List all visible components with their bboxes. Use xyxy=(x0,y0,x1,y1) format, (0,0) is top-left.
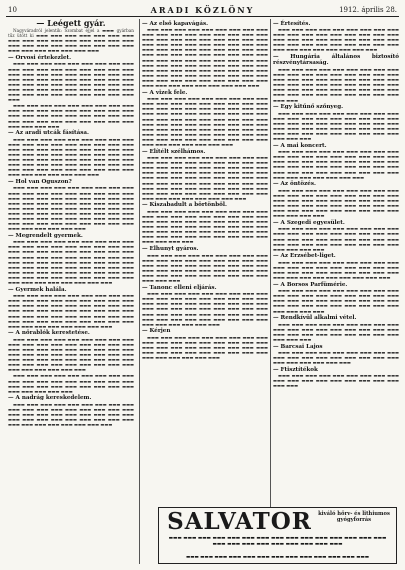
article-heading: — Leégett gyár. xyxy=(36,19,106,28)
article-paragraph: ▬▬▬ ▬▬▬ ▬▬▬ ▬▬▬ ▬▬▬ ▬▬▬ ▬▬▬ ▬▬▬ ▬▬▬ ▬▬▬ ▬▬▬ ▬▬▬ ▬▬▬ ▬▬▬ ▬▬▬ ▬▬▬ ▬▬▬ ▬▬▬ ▬▬▬ ▬▬▬ ▬▬▬ ▬▬▬ ▬▬▬ ▬▬▬ ▬▬▬ ▬▬▬ ▬▬▬ ▬▬▬ ▬▬▬ ▬▬▬ ▬▬▬ ▬▬▬ ▬▬▬ ▬▬▬ ▬▬▬ ▬▬▬ ▬▬▬ ▬▬▬ ▬▬▬ ▬▬▬ ▬▬▬ ▬▬▬ ▬▬▬ ▬▬▬ ▬▬▬ ▬▬▬ ▬▬▬ ▬▬▬ ▬▬▬ ▬▬▬ ▬▬▬ ▬▬▬ ▬▬▬ ▬▬▬ ▬▬▬ ▬▬▬ ▬▬▬ ▬▬▬ ▬▬▬ ▬▬▬ ▬▬▬ ▬▬▬ ▬▬▬ ▬▬▬ xyxy=(8,61,134,103)
newspaper-title: ARADI KÖZLÖNY xyxy=(150,5,255,15)
article-heading: — Tanonc elleni eljárás. xyxy=(142,284,217,291)
article-paragraph: ▬▬▬ ▬▬▬ ▬▬▬ ▬▬▬ ▬▬▬ ▬▬▬ ▬▬▬ ▬▬▬ ▬▬▬ ▬▬▬ ▬▬▬ ▬▬▬ ▬▬▬ ▬▬▬ ▬▬▬ ▬▬▬ ▬▬▬ ▬▬▬ ▬▬▬ ▬▬▬ ▬▬▬ ▬▬▬ ▬▬▬ ▬▬▬ ▬▬▬ ▬▬▬ ▬▬▬ ▬▬▬ ▬▬▬ ▬▬▬ ▬▬▬ ▬▬▬ ▬▬▬ ▬▬▬ ▬▬▬ ▬▬▬ ▬▬▬ ▬▬▬ ▬▬▬ ▬▬▬ ▬▬▬ ▬▬▬ ▬▬▬ ▬▬▬ ▬▬▬ ▬▬▬ ▬▬▬ ▬▬▬ ▬▬▬ ▬▬▬ ▬▬▬ ▬▬▬ xyxy=(273,149,399,180)
article-heading: — A nőrablók kerestetése. xyxy=(8,330,90,337)
ad-side-text: kiváló hőrv- és lithiumos gyógyforrás xyxy=(318,511,390,524)
article-heading: — Hol van Oguszon? xyxy=(8,178,72,185)
article-paragraph: ▬▬▬ ▬▬▬ ▬▬▬ ▬▬▬ ▬▬▬ ▬▬▬ ▬▬▬ ▬▬▬ ▬▬▬ ▬▬▬ ▬▬▬ ▬▬▬ ▬▬▬ ▬▬▬ ▬▬▬ ▬▬▬ ▬▬▬ ▬▬▬ ▬▬▬ ▬▬▬ ▬▬▬ ▬▬▬ ▬▬▬ ▬▬▬ ▬▬▬ ▬▬▬ ▬▬▬ ▬▬▬ ▬▬▬ ▬▬▬ ▬▬▬ ▬▬▬ ▬▬▬ ▬▬▬ ▬▬▬ ▬▬▬ ▬▬▬ ▬▬▬ ▬▬▬ ▬▬▬ ▬▬▬ ▬▬▬ ▬▬▬ ▬▬▬ ▬▬▬ ▬▬▬ ▬▬▬ ▬▬▬ ▬▬▬ ▬▬▬ ▬▬▬ ▬▬▬ ▬▬▬ ▬▬▬ ▬▬▬ ▬▬▬ ▬▬▬ ▬▬▬ ▬▬▬ ▬▬▬ xyxy=(142,291,268,327)
article-heading: — Az első kapavágás. xyxy=(142,20,209,27)
article-heading: — Gyermek halála. xyxy=(8,286,67,293)
article-paragraph: ▬▬▬ ▬▬▬ ▬▬▬ ▬▬▬ ▬▬▬ ▬▬▬ ▬▬▬ ▬▬▬ ▬▬▬ ▬▬▬ ▬▬▬ ▬▬▬ ▬▬▬ ▬▬▬ ▬▬▬ ▬▬▬ ▬▬▬ ▬▬▬ ▬▬▬ ▬▬▬ ▬▬▬ ▬▬▬ ▬▬▬ ▬▬▬ ▬▬▬ ▬▬▬ ▬▬▬ ▬▬▬ ▬▬▬ ▬▬▬ ▬▬▬ ▬▬▬ ▬▬▬ ▬▬▬ ▬▬▬ ▬▬▬ ▬▬▬ ▬▬▬ ▬▬▬ ▬▬▬ ▬▬▬ ▬▬▬ ▬▬▬ ▬▬▬ ▬▬▬ ▬▬▬ ▬▬▬ ▬▬▬ ▬▬▬ xyxy=(273,187,399,219)
article-paragraph: ▬▬▬ ▬▬▬ ▬▬▬ ▬▬▬ ▬▬▬ ▬▬▬ ▬▬▬ ▬▬▬ ▬▬▬ ▬▬▬ ▬▬▬ ▬▬▬ ▬▬▬ ▬▬▬ ▬▬▬ ▬▬▬ ▬▬▬ ▬▬▬ ▬▬▬ ▬▬▬ ▬▬▬ ▬▬▬ ▬▬▬ ▬▬▬ xyxy=(273,350,399,366)
article-paragraph: ▬▬▬ ▬▬▬ ▬▬▬ ▬▬▬ ▬▬▬ ▬▬▬ ▬▬▬ ▬▬▬ ▬▬▬ ▬▬▬ ▬▬▬ ▬▬▬ ▬▬▬ ▬▬▬ ▬▬▬ ▬▬▬ ▬▬▬ ▬▬▬ ▬▬▬ ▬▬▬ ▬▬▬ ▬▬▬ ▬▬▬ ▬▬▬ ▬▬▬ ▬▬▬ ▬▬▬ ▬▬▬ ▬▬▬ ▬▬▬ ▬▬▬ ▬▬▬ ▬▬▬ ▬▬▬ ▬▬▬ ▬▬▬ ▬▬▬ ▬▬▬ ▬▬▬ ▬▬▬ ▬▬▬ ▬▬▬ xyxy=(142,334,268,361)
article-paragraph: ▬▬▬ ▬▬▬ ▬▬▬ ▬▬▬ ▬▬▬ ▬▬▬ ▬▬▬ ▬▬▬ ▬▬▬ ▬▬▬ ▬▬▬ ▬▬▬ ▬▬▬ ▬▬▬ ▬▬▬ ▬▬▬ ▬▬▬ ▬▬▬ ▬▬▬ ▬▬▬ ▬▬▬ ▬▬▬ ▬▬▬ ▬▬▬ ▬▬▬ ▬▬▬ ▬▬▬ ▬▬▬ ▬▬▬ ▬▬▬ ▬▬▬ ▬▬▬ ▬▬▬ ▬▬▬ ▬▬▬ ▬▬▬ ▬▬▬ ▬▬▬ ▬▬▬ ▬▬▬ ▬▬▬ ▬▬▬ ▬▬▬ ▬▬▬ ▬▬▬ ▬▬▬ ▬▬▬ ▬▬▬ ▬▬▬ ▬▬▬ ▬▬▬ ▬▬▬ ▬▬▬ ▬▬▬ ▬▬▬ ▬▬▬ ▬▬▬ ▬▬▬ ▬▬▬ ▬▬▬ ▬▬▬ ▬▬▬ ▬▬▬ ▬▬▬ ▬▬▬ ▬▬▬ ▬▬▬ ▬▬▬ ▬▬▬ ▬▬▬ ▬▬▬ ▬▬▬ ▬▬▬ ▬▬▬ ▬▬▬ ▬▬▬ ▬▬▬ ▬▬▬ xyxy=(8,185,134,232)
column-1 xyxy=(8,19,134,564)
article-heading: — Elítélt szélhámos. xyxy=(142,148,206,155)
article-paragraph: ▬▬▬ ▬▬▬ ▬▬▬ ▬▬▬ ▬▬▬ ▬▬▬ ▬▬▬ ▬▬▬ ▬▬▬ ▬▬▬ ▬▬▬ ▬▬▬ ▬▬▬ ▬▬▬ ▬▬▬ ▬▬▬ ▬▬▬ ▬▬▬ ▬▬▬ ▬▬▬ ▬▬▬ ▬▬▬ ▬▬▬ ▬▬▬ ▬▬▬ ▬▬▬ ▬▬▬ ▬▬▬ ▬▬▬ ▬▬▬ ▬▬▬ ▬▬▬ ▬▬▬ ▬▬▬ ▬▬▬ ▬▬▬ ▬▬▬ ▬▬▬ ▬▬▬ ▬▬▬ ▬▬▬ ▬▬▬ ▬▬▬ ▬▬▬ ▬▬▬ ▬▬▬ ▬▬▬ ▬▬▬ ▬▬▬ ▬▬▬ ▬▬▬ ▬▬▬ ▬▬▬ ▬▬▬ ▬▬▬ ▬▬▬ ▬▬▬ ▬▬▬ ▬▬▬ ▬▬▬ ▬▬▬ ▬▬▬ ▬▬▬ ▬▬▬ ▬▬▬ ▬▬▬ ▬▬▬ ▬▬▬ ▬▬▬ ▬▬▬ ▬▬▬ ▬▬▬ ▬▬▬ ▬▬▬ ▬▬▬ ▬▬▬ ▬▬▬ ▬▬▬ ▬▬▬ ▬▬▬ ▬▬▬ ▬▬▬ ▬▬▬ ▬▬▬ ▬▬▬ ▬▬▬ ▬▬▬ ▬▬▬ xyxy=(142,96,268,147)
article-paragraph: ▬▬▬ ▬▬▬ ▬▬▬ ▬▬▬ ▬▬▬ ▬▬▬ ▬▬▬ ▬▬▬ ▬▬▬ ▬▬▬ ▬▬▬ ▬▬▬ ▬▬▬ ▬▬▬ ▬▬▬ ▬▬▬ ▬▬▬ ▬▬▬ ▬▬▬ ▬▬▬ ▬▬▬ ▬▬▬ ▬▬▬ ▬▬▬ ▬▬▬ ▬▬▬ ▬▬▬ ▬▬▬ ▬▬▬ ▬▬▬ ▬▬▬ ▬▬▬ ▬▬▬ ▬▬▬ ▬▬▬ ▬▬▬ ▬▬▬ ▬▬▬ ▬▬▬ ▬▬▬ ▬▬▬ ▬▬▬ ▬▬▬ ▬▬▬ ▬▬▬ ▬▬▬ ▬▬▬ ▬▬▬ ▬▬▬ ▬▬▬ ▬▬▬ ▬▬▬ ▬▬▬ ▬▬▬ ▬▬▬ ▬▬▬ ▬▬▬ ▬▬▬ xyxy=(142,208,268,245)
article-paragraph: ▬▬▬ ▬▬▬ ▬▬▬ ▬▬▬ ▬▬▬ ▬▬▬ ▬▬▬ ▬▬▬ ▬▬▬ ▬▬▬ ▬▬▬ ▬▬▬ ▬▬▬ ▬▬▬ ▬▬▬ ▬▬▬ ▬▬▬ ▬▬▬ ▬▬▬ ▬▬▬ ▬▬▬ ▬▬▬ ▬▬▬ ▬▬▬ ▬▬▬ ▬▬▬ ▬▬▬ ▬▬▬ ▬▬▬ ▬▬▬ ▬▬▬ ▬▬▬ ▬▬▬ ▬▬▬ ▬▬▬ ▬▬▬ ▬▬▬ ▬▬▬ ▬▬▬ ▬▬▬ ▬▬▬ ▬▬▬ ▬▬▬ ▬▬▬ ▬▬▬ ▬▬▬ ▬▬▬ ▬▬▬ ▬▬▬ ▬▬▬ ▬▬▬ ▬▬▬ ▬▬▬ ▬▬▬ ▬▬▬ ▬▬▬ ▬▬▬ ▬▬▬ ▬▬▬ ▬▬▬ ▬▬▬ ▬▬▬ ▬▬▬ ▬▬▬ ▬▬▬ ▬▬▬ ▬▬▬ ▬▬▬ ▬▬▬ ▬▬▬ ▬▬▬ ▬▬▬ ▬▬▬ ▬▬▬ ▬▬▬ ▬▬▬ ▬▬▬ ▬▬▬ ▬▬▬ ▬▬▬ ▬▬▬ ▬▬▬ ▬▬▬ ▬▬▬ ▬▬▬ ▬▬▬ ▬▬▬ ▬▬▬ ▬▬▬ ▬▬▬ ▬▬▬ ▬▬▬ ▬▬▬ ▬▬▬ ▬▬▬ ▬▬▬ ▬▬▬ ▬▬▬ ▬▬▬ ▬▬▬ ▬▬▬ ▬▬▬ ▬▬▬ ▬▬▬ ▬▬▬ ▬▬▬ ▬▬▬ ▬▬▬ xyxy=(142,27,268,89)
article-paragraph: ▬▬▬ ▬▬▬ ▬▬▬ ▬▬▬ ▬▬▬ ▬▬▬ ▬▬▬ ▬▬▬ ▬▬▬ ▬▬▬ ▬▬▬ ▬▬▬ ▬▬▬ ▬▬▬ ▬▬▬ ▬▬▬ ▬▬▬ ▬▬▬ ▬▬▬ ▬▬▬ ▬▬▬ ▬▬▬ ▬▬▬ ▬▬▬ ▬▬▬ ▬▬▬ ▬▬▬ ▬▬▬ ▬▬▬ ▬▬▬ ▬▬▬ ▬▬▬ ▬▬▬ ▬▬▬ ▬▬▬ ▬▬▬ ▬▬▬ ▬▬▬ ▬▬▬ ▬▬▬ ▬▬▬ ▬▬▬ ▬▬▬ ▬▬▬ xyxy=(273,27,399,53)
column-2 xyxy=(139,19,268,564)
ad-line-text: ▬▬▬ ▬▬▬ ▬▬▬ ▬▬▬ ▬▬▬ ▬▬▬ ▬▬▬ ▬▬▬ ▬▬▬ ▬▬▬ ▬▬▬ ▬▬▬ ▬▬▬ ▬▬▬ ▬▬▬ ▬▬▬ ▬▬▬ ▬▬▬ ▬▬▬ ▬▬▬ ▬▬▬ ▬▬▬ ▬▬▬ ▬▬▬ xyxy=(168,536,387,547)
article-paragraph: ▬▬▬ ▬▬▬ ▬▬▬ ▬▬▬ ▬▬▬ ▬▬▬ ▬▬▬ ▬▬▬ ▬▬▬ ▬▬▬ ▬▬▬ ▬▬▬ ▬▬▬ ▬▬▬ ▬▬▬ ▬▬▬ ▬▬▬ ▬▬▬ ▬▬▬ ▬▬▬ ▬▬▬ ▬▬▬ ▬▬▬ ▬▬▬ ▬▬▬ ▬▬▬ ▬▬▬ ▬▬▬ ▬▬▬ ▬▬▬ ▬▬▬ ▬▬▬ ▬▬▬ ▬▬▬ ▬▬▬ ▬▬▬ ▬▬▬ ▬▬▬ ▬▬▬ ▬▬▬ ▬▬▬ ▬▬▬ ▬▬▬ ▬▬▬ ▬▬▬ ▬▬▬ ▬▬▬ ▬▬▬ ▬▬▬ ▬▬▬ ▬▬▬ ▬▬▬ ▬▬▬ ▬▬▬ ▬▬▬ ▬▬▬ ▬▬▬ ▬▬▬ ▬▬▬ ▬▬▬ ▬▬▬ ▬▬▬ ▬▬▬ ▬▬▬ ▬▬▬ ▬▬▬ ▬▬▬ ▬▬▬ ▬▬▬ ▬▬▬ ▬▬▬ ▬▬▬ ▬▬▬ ▬▬▬ ▬▬▬ ▬▬▬ ▬▬▬ ▬▬▬ ▬▬▬ ▬▬▬ xyxy=(8,239,134,286)
article-heading: — Értesítés. xyxy=(273,20,311,27)
article-heading: — A vizek fele. xyxy=(142,89,188,96)
issue-date: 1912. április 28. xyxy=(339,6,397,14)
article-heading: — Elhunyt gyáros. xyxy=(142,246,199,253)
salvator-advertisement xyxy=(158,507,397,564)
article-heading: — Az aradi utcák fásítása. xyxy=(8,130,89,137)
article-paragraph: ▬▬▬ ▬▬▬ ▬▬▬ ▬▬▬ ▬▬▬ ▬▬▬ ▬▬▬ ▬▬▬ ▬▬▬ ▬▬▬ ▬▬▬ ▬▬▬ ▬▬▬ ▬▬▬ ▬▬▬ ▬▬▬ ▬▬▬ ▬▬▬ ▬▬▬ ▬▬▬ ▬▬▬ ▬▬▬ ▬▬▬ ▬▬▬ ▬▬▬ ▬▬▬ ▬▬▬ ▬▬▬ ▬▬▬ ▬▬▬ ▬▬▬ ▬▬▬ ▬▬▬ ▬▬▬ ▬▬▬ ▬▬▬ ▬▬▬ ▬▬▬ ▬▬▬ ▬▬▬ ▬▬▬ ▬▬▬ ▬▬▬ ▬▬▬ ▬▬▬ ▬▬▬ ▬▬▬ ▬▬▬ ▬▬▬ ▬▬▬ ▬▬▬ ▬▬▬ ▬▬▬ ▬▬▬ ▬▬▬ ▬▬▬ ▬▬▬ ▬▬▬ ▬▬▬ ▬▬▬ xyxy=(8,336,134,373)
article-paragraph: ▬▬▬ ▬▬▬ ▬▬▬ ▬▬▬ ▬▬▬ ▬▬▬ ▬▬▬ ▬▬▬ ▬▬▬ ▬▬▬ ▬▬▬ ▬▬▬ ▬▬▬ ▬▬▬ ▬▬▬ ▬▬▬ ▬▬▬ ▬▬▬ ▬▬▬ ▬▬▬ ▬▬▬ ▬▬▬ ▬▬▬ ▬▬▬ ▬▬▬ ▬▬▬ ▬▬▬ ▬▬▬ ▬▬▬ ▬▬▬ ▬▬▬ ▬▬▬ ▬▬▬ ▬▬▬ ▬▬▬ ▬▬▬ ▬▬▬ ▬▬▬ ▬▬▬ ▬▬▬ ▬▬▬ ▬▬▬ ▬▬▬ ▬▬▬ xyxy=(8,401,134,428)
ad-brand: SALVATOR xyxy=(167,508,312,535)
article-heading: — A nadrág kereskedelem. xyxy=(8,395,92,402)
article-heading: — A Borsos Parfümérie. xyxy=(273,281,348,288)
article-columns xyxy=(8,19,397,564)
article-paragraph: ▬▬▬ ▬▬▬ ▬▬▬ ▬▬▬ ▬▬▬ ▬▬▬ ▬▬▬ ▬▬▬ ▬▬▬ ▬▬▬ ▬▬▬ ▬▬▬ ▬▬▬ ▬▬▬ ▬▬▬ ▬▬▬ ▬▬▬ ▬▬▬ ▬▬▬ ▬▬▬ ▬▬▬ ▬▬▬ ▬▬▬ ▬▬▬ ▬▬▬ ▬▬▬ ▬▬▬ ▬▬▬ ▬▬▬ ▬▬▬ ▬▬▬ ▬▬▬ ▬▬▬ ▬▬▬ ▬▬▬ ▬▬▬ ▬▬▬ ▬▬▬ ▬▬▬ ▬▬▬ ▬▬▬ ▬▬▬ ▬▬▬ ▬▬▬ ▬▬▬ ▬▬▬ ▬▬▬ ▬▬▬ xyxy=(273,110,399,142)
article-paragraph: ▬▬▬ ▬▬▬ ▬▬▬ ▬▬▬ ▬▬▬ ▬▬▬ ▬▬▬ ▬▬▬ ▬▬▬ ▬▬▬ ▬▬▬ ▬▬▬ ▬▬▬ ▬▬▬ ▬▬▬ ▬▬▬ ▬▬▬ ▬▬▬ ▬▬▬ ▬▬▬ ▬▬▬ ▬▬▬ ▬▬▬ ▬▬▬ ▬▬▬ ▬▬▬ ▬▬▬ ▬▬▬ ▬▬▬ ▬▬▬ ▬▬▬ ▬▬▬ ▬▬▬ ▬▬▬ ▬▬▬ ▬▬▬ xyxy=(273,259,399,281)
article-paragraph: ▬▬▬ ▬▬▬ ▬▬▬ ▬▬▬ ▬▬▬ ▬▬▬ ▬▬▬ ▬▬▬ ▬▬▬ ▬▬▬ ▬▬▬ ▬▬▬ ▬▬▬ ▬▬▬ ▬▬▬ ▬▬▬ ▬▬▬ ▬▬▬ ▬▬▬ ▬▬▬ ▬▬▬ ▬▬▬ ▬▬▬ ▬▬▬ ▬▬▬ ▬▬▬ ▬▬▬ ▬▬▬ ▬▬▬ ▬▬▬ ▬▬▬ ▬▬▬ ▬▬▬ ▬▬▬ ▬▬▬ ▬▬▬ ▬▬▬ ▬▬▬ ▬▬▬ ▬▬▬ xyxy=(273,288,399,314)
article-paragraph: ▬▬▬ ▬▬▬ ▬▬▬ ▬▬▬ ▬▬▬ ▬▬▬ ▬▬▬ ▬▬▬ ▬▬▬ ▬▬▬ ▬▬▬ ▬▬▬ ▬▬▬ ▬▬▬ ▬▬▬ ▬▬▬ ▬▬▬ ▬▬▬ ▬▬▬ ▬▬▬ xyxy=(273,373,399,389)
article-heading: — Hungária általános biztosító részvénytársaság. xyxy=(273,53,399,67)
article-heading: — A mai koncert. xyxy=(273,142,327,149)
article-heading: — Egy kitűnő szőnyeg. xyxy=(273,104,344,111)
article-paragraph: ▬▬▬ ▬▬▬ ▬▬▬ ▬▬▬ ▬▬▬ ▬▬▬ ▬▬▬ ▬▬▬ ▬▬▬ ▬▬▬ ▬▬▬ ▬▬▬ ▬▬▬ ▬▬▬ ▬▬▬ ▬▬▬ ▬▬▬ ▬▬▬ ▬▬▬ ▬▬▬ ▬▬▬ ▬▬▬ ▬▬▬ ▬▬▬ ▬▬▬ ▬▬▬ ▬▬▬ ▬▬▬ ▬▬▬ ▬▬▬ ▬▬▬ ▬▬▬ ▬▬▬ ▬▬▬ ▬▬▬ ▬▬▬ ▬▬▬ ▬▬▬ ▬▬▬ ▬▬▬ ▬▬▬ ▬▬▬ ▬▬▬ ▬▬▬ ▬▬▬ ▬▬▬ ▬▬▬ ▬▬▬ xyxy=(142,252,268,284)
article-paragraph: ▬▬▬ ▬▬▬ ▬▬▬ ▬▬▬ ▬▬▬ ▬▬▬ ▬▬▬ ▬▬▬ ▬▬▬ ▬▬▬ ▬▬▬ ▬▬▬ ▬▬▬ ▬▬▬ ▬▬▬ ▬▬▬ ▬▬▬ ▬▬▬ ▬▬▬ ▬▬▬ ▬▬▬ ▬▬▬ ▬▬▬ ▬▬▬ ▬▬▬ ▬▬▬ ▬▬▬ ▬▬▬ ▬▬▬ ▬▬▬ ▬▬▬ ▬▬▬ ▬▬▬ ▬▬▬ ▬▬▬ ▬▬▬ ▬▬▬ ▬▬▬ ▬▬▬ ▬▬▬ ▬▬▬ ▬▬▬ ▬▬▬ ▬▬▬ ▬▬▬ ▬▬▬ ▬▬▬ ▬▬▬ ▬▬▬ ▬▬▬ ▬▬▬ ▬▬▬ ▬▬▬ ▬▬▬ ▬▬▬ ▬▬▬ ▬▬▬ ▬▬▬ ▬▬▬ ▬▬▬ ▬▬▬ ▬▬▬ xyxy=(8,293,134,329)
masthead xyxy=(6,4,399,17)
article-heading: — Az Erzsébet-liget. xyxy=(273,253,336,260)
article-heading: — Az öntözés. xyxy=(273,181,316,188)
article-paragraph: ▬▬▬ ▬▬▬ ▬▬▬ ▬▬▬ ▬▬▬ ▬▬▬ ▬▬▬ ▬▬▬ ▬▬▬ ▬▬▬ ▬▬▬ ▬▬▬ ▬▬▬ ▬▬▬ ▬▬▬ ▬▬▬ ▬▬▬ ▬▬▬ ▬▬▬ ▬▬▬ ▬▬▬ ▬▬▬ ▬▬▬ ▬▬▬ ▬▬▬ ▬▬▬ ▬▬▬ ▬▬▬ ▬▬▬ ▬▬▬ ▬▬▬ ▬▬▬ ▬▬▬ ▬▬▬ ▬▬▬ ▬▬▬ ▬▬▬ ▬▬▬ ▬▬▬ ▬▬▬ ▬▬▬ ▬▬▬ ▬▬▬ ▬▬▬ ▬▬▬ ▬▬▬ ▬▬▬ ▬▬▬ ▬▬▬ ▬▬▬ ▬▬▬ ▬▬▬ ▬▬▬ ▬▬▬ ▬▬▬ ▬▬▬ ▬▬▬ ▬▬▬ ▬▬▬ ▬▬▬ ▬▬▬ ▬▬▬ ▬▬▬ ▬▬▬ ▬▬▬ ▬▬▬ ▬▬▬ ▬▬▬ ▬▬▬ ▬▬▬ xyxy=(8,136,134,178)
article-heading: — Rendkívül alkalmi vétel. xyxy=(273,315,357,322)
page-number: 10 xyxy=(8,6,17,14)
article-paragraph: ▬▬▬ ▬▬▬ ▬▬▬ ▬▬▬ ▬▬▬ ▬▬▬ ▬▬▬ ▬▬▬ ▬▬▬ ▬▬▬ ▬▬▬ ▬▬▬ ▬▬▬ ▬▬▬ ▬▬▬ ▬▬▬ ▬▬▬ ▬▬▬ ▬▬▬ ▬▬▬ ▬▬▬ ▬▬▬ ▬▬▬ ▬▬▬ ▬▬▬ ▬▬▬ ▬▬▬ ▬▬▬ ▬▬▬ ▬▬▬ ▬▬▬ ▬▬▬ ▬▬▬ ▬▬▬ ▬▬▬ ▬▬▬ ▬▬▬ ▬▬▬ ▬▬▬ ▬▬▬ xyxy=(273,226,399,252)
article-paragraph: ▬▬▬ ▬▬▬ ▬▬▬ ▬▬▬ ▬▬▬ ▬▬▬ ▬▬▬ ▬▬▬ ▬▬▬ ▬▬▬ ▬▬▬ ▬▬▬ ▬▬▬ ▬▬▬ ▬▬▬ ▬▬▬ ▬▬▬ ▬▬▬ ▬▬▬ ▬▬▬ ▬▬▬ ▬▬▬ ▬▬▬ ▬▬▬ ▬▬▬ ▬▬▬ ▬▬▬ ▬▬▬ ▬▬▬ ▬▬▬ ▬▬▬ ▬▬▬ ▬▬▬ ▬▬▬ ▬▬▬ ▬▬▬ ▬▬▬ ▬▬▬ ▬▬▬ ▬▬▬ ▬▬▬ ▬▬▬ ▬▬▬ ▬▬▬ ▬▬▬ ▬▬▬ ▬▬▬ ▬▬▬ ▬▬▬ ▬▬▬ ▬▬▬ ▬▬▬ ▬▬▬ ▬▬▬ ▬▬▬ ▬▬▬ xyxy=(273,66,399,103)
article-heading: — Barcsai Lajos xyxy=(273,343,323,350)
article-paragraph: Nagyváradról jelentik: Szombat éjjel a ▬▬▬ gyárban tűz ütött ki ▬▬▬ ▬▬▬ ▬▬▬ ▬▬▬ ▬▬▬ ▬▬▬ ▬▬▬ ▬▬▬ ▬▬▬ ▬▬▬ ▬▬▬ ▬▬▬ ▬▬▬ ▬▬▬ ▬▬▬ ▬▬▬ ▬▬▬ ▬▬▬ ▬▬▬ ▬▬▬ ▬▬▬ ▬▬▬ ▬▬▬ ▬▬▬ ▬▬▬ ▬▬▬ ▬▬▬ ▬▬▬ ▬▬▬ ▬▬▬ ▬▬▬ ▬▬▬ xyxy=(8,28,134,54)
article-heading: — Kérjen xyxy=(142,328,171,335)
article-heading: — Megrendelt gyermek. xyxy=(8,232,83,239)
article-heading: — Ftisztítékok xyxy=(273,366,318,373)
ad-footer-text: ▬▬▬ ▬▬▬ ▬▬▬ ▬▬▬ ▬▬▬ ▬▬▬ ▬▬▬ ▬▬▬ ▬▬▬ ▬▬▬ ▬▬▬ ▬▬▬ ▬▬▬ xyxy=(186,555,369,560)
article-paragraph: ▬▬▬ ▬▬▬ ▬▬▬ ▬▬▬ ▬▬▬ ▬▬▬ ▬▬▬ ▬▬▬ ▬▬▬ ▬▬▬ ▬▬▬ ▬▬▬ ▬▬▬ ▬▬▬ ▬▬▬ ▬▬▬ ▬▬▬ ▬▬▬ ▬▬▬ ▬▬▬ ▬▬▬ ▬▬▬ ▬▬▬ ▬▬▬ ▬▬▬ ▬▬▬ ▬▬▬ ▬▬▬ ▬▬▬ ▬▬▬ ▬▬▬ ▬▬▬ ▬▬▬ ▬▬▬ ▬▬▬ ▬▬▬ ▬▬▬ ▬▬▬ ▬▬▬ ▬▬▬ xyxy=(8,103,134,129)
article-heading: — Orvosi értekezlet. xyxy=(8,54,72,61)
article-paragraph: ▬▬▬ ▬▬▬ ▬▬▬ ▬▬▬ ▬▬▬ ▬▬▬ ▬▬▬ ▬▬▬ ▬▬▬ ▬▬▬ ▬▬▬ ▬▬▬ ▬▬▬ ▬▬▬ ▬▬▬ ▬▬▬ ▬▬▬ ▬▬▬ ▬▬▬ ▬▬▬ ▬▬▬ ▬▬▬ ▬▬▬ ▬▬▬ ▬▬▬ ▬▬▬ ▬▬▬ ▬▬▬ ▬▬▬ ▬▬▬ ▬▬▬ ▬▬▬ ▬▬▬ ▬▬▬ ▬▬▬ ▬▬▬ ▬▬▬ ▬▬▬ ▬▬▬ ▬▬▬ ▬▬▬ ▬▬▬ ▬▬▬ ▬▬▬ ▬▬▬ ▬▬▬ ▬▬▬ ▬▬▬ ▬▬▬ ▬▬▬ ▬▬▬ ▬▬▬ ▬▬▬ ▬▬▬ ▬▬▬ ▬▬▬ ▬▬▬ ▬▬▬ ▬▬▬ ▬▬▬ ▬▬▬ ▬▬▬ ▬▬▬ ▬▬▬ ▬▬▬ ▬▬▬ ▬▬▬ ▬▬▬ ▬▬▬ ▬▬▬ ▬▬▬ ▬▬▬ ▬▬▬ ▬▬▬ ▬▬▬ ▬▬▬ ▬▬▬ ▬▬▬ ▬▬▬ ▬▬▬ xyxy=(142,155,268,201)
article-heading: — Kiszabadult a börtönből. xyxy=(142,202,227,209)
article-paragraph: ▬▬▬ ▬▬▬ ▬▬▬ ▬▬▬ ▬▬▬ ▬▬▬ ▬▬▬ ▬▬▬ ▬▬▬ ▬▬▬ ▬▬▬ ▬▬▬ ▬▬▬ ▬▬▬ ▬▬▬ ▬▬▬ ▬▬▬ ▬▬▬ ▬▬▬ ▬▬▬ ▬▬▬ ▬▬▬ ▬▬▬ ▬▬▬ ▬▬▬ ▬▬▬ ▬▬▬ ▬▬▬ ▬▬▬ ▬▬▬ ▬▬▬ ▬▬▬ xyxy=(8,373,134,394)
column-3 xyxy=(270,19,399,564)
article-paragraph: ▬▬▬ ▬▬▬ ▬▬▬ ▬▬▬ ▬▬▬ ▬▬▬ ▬▬▬ ▬▬▬ ▬▬▬ ▬▬▬ ▬▬▬ ▬▬▬ ▬▬▬ ▬▬▬ ▬▬▬ ▬▬▬ ▬▬▬ ▬▬▬ ▬▬▬ ▬▬▬ ▬▬▬ ▬▬▬ ▬▬▬ ▬▬▬ ▬▬▬ ▬▬▬ ▬▬▬ ▬▬▬ ▬▬▬ ▬▬▬ xyxy=(273,321,399,342)
article-heading: — A Szegedi egyesület. xyxy=(273,219,345,226)
